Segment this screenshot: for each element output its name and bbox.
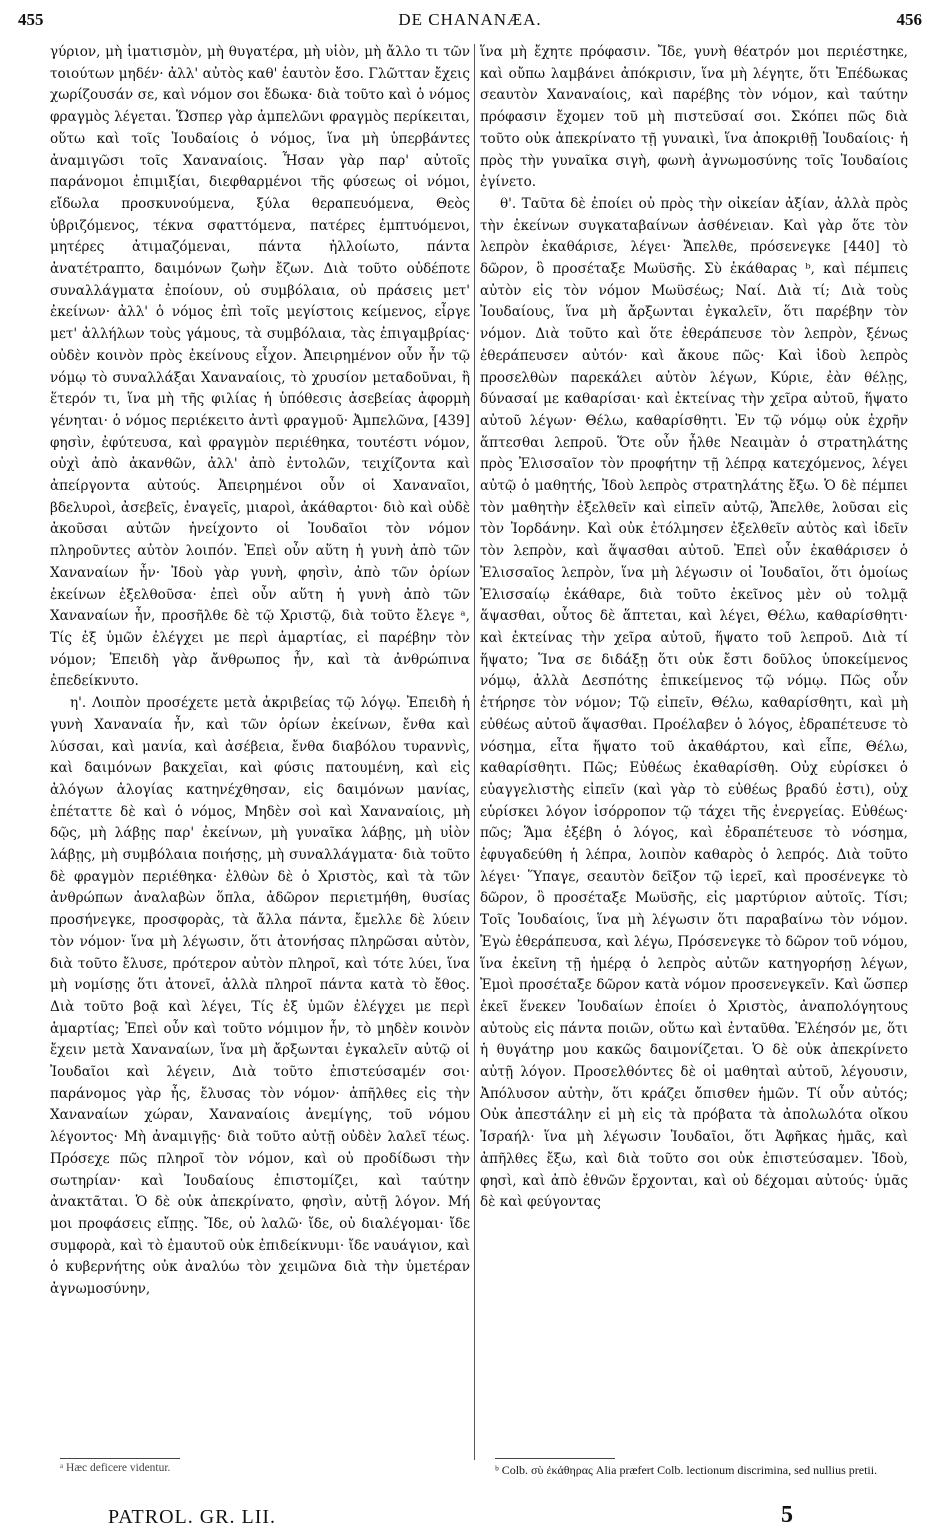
left-column-number: 455: [18, 10, 44, 29]
gathering-signature: 5: [781, 1502, 793, 1528]
right-paragraph-1: ἵνα μὴ ἔχητε πρόφασιν. Ἴδε, γυνὴ θέατρόν μοι περιέστηκε, καὶ οὔπω λαμβάνει ἀπόκρισιν, ἵνα μὴ λέγητε, ὅτι Ἐπέδωκας σεαυτὸν Χαναναίοις, καὶ παρέβης τὸν νόμον, καὶ ταύτην πρόφασιν ἔχομεν τοῦ μὴ πιστεῦσαί σοι. Σκόπει πῶς διὰ τοῦτο οὐκ ἀπεκρίνατο τῇ γυναικὶ, ἵνα ἀποκριθῇ Ἰουδαίοις· ἡ πρὸς τὴν γυναῖκα σιγὴ, φωνὴ ἀγνωμοσύνης τοῖς Ἰουδαίοις ἐγίνετο.: [480, 44, 908, 191]
left-footnote: ᵃ Hæc deficere videntur.: [60, 1462, 171, 1474]
right-column-number: 456: [896, 10, 922, 29]
right-footnote: ᵇ Colb. σὺ ἐκάθηρας Alia præfert Colb. lectionum discrimina, sed nullius pretii.: [495, 1463, 878, 1477]
left-paragraph-1: γύριον, μὴ ἱματισμὸν, μὴ θυγατέρα, μὴ υἱὸν, μὴ ἄλλο τι τῶν τοιούτων μηδέν· ἀλλ' αὐτὸς καθ' ἑαυτὸν ἔσο. Γλῶτταν ἔχεις χωρίζουσάν σε, καὶ νόμον σοι ἔδωκα· διὰ τοῦτο καὶ ὁ νόμος φραγμὸς λέγεται. Ὥσπερ γὰρ ἀμπελῶνι φραγμὸς περίκειται, οὕτω καὶ τοῖς Ἰουδαίοις ὁ νόμος, ἵνα μὴ ὑπερβάντες ἀναμιγῶσι τοῖς Χαναναίοις. Ἦσαν γὰρ παρ' αὐτοῖς παράνομοι ἐπιμιξίαι, διεφθαρμένοι τῆς φύσεως οἱ νόμοι, εἴδωλα προσκυνούμενα, ξύλα θεραπευόμενα, Θεὸς ὑβριζόμενος, τέκνα σφαττόμενα, πατέρες ἐμπτυόμενοι, μητέρες ἀτιμαζόμεναι, πάντα ἠλλοίωτο, πάντα ἀνατέτραπτο, δαιμόνων ζωὴν ἔζων. Διὰ τοῦτο οὐδέποτε συναλλάγματα ἐποίουν, οὐ συμβόλαια, οὐ πράσεις μετ' ἐκείνων· ἀλλ' ὁ νόμος ἐπὶ τοῖς μεγίστοις κείμενος, εἶργε μετ' ἀλλήλων τοὺς γάμους, τὰ συμβόλαια, τὰς ἐπιγαμβρίας· οὐδὲν κοινὸν πρὸς ἐκείνους εἶχον. Ἀπειρημένον οὖν ἦν τῷ νόμῳ τὸ συναλλάξαι Χαναναίοις, τὸ χρυσίον μεταδοῦναι, ἢ ἕτερόν τι, ἵνα μὴ τῆς φιλίας ἡ ὑπόθεσις ἀσεβείας ἀφορμὴ γένηται· ὁ νόμος περιέκειτο ἀντὶ φραγμοῦ· Ἀμπελῶνα, [439] φησὶν, ἐφύτευσα, καὶ φραγμὸν περιέθηκα, τουτέστι νόμον, οὐχὶ ἀπὸ ἀκανθῶν, ἀλλ' ἀπὸ ἐντολῶν, τειχίζοντα καὶ ἀπείργοντα αὐτούς. Ἀπειρημένοι οὖν οἱ Χαναναῖοι, βδελυροὶ, ἀσεβεῖς, ἐναγεῖς, μιαροὶ, ἀκάθαρτοι· διὸ καὶ οὐδὲ ἀκοῦσαι αὐτῶν ἠνείχοντο οἱ Ἰουδαῖοι τὸν νόμον πληροῦντες αὐτὸν λοιπόν. Ἐπεὶ οὖν αὕτη ἡ γυνὴ ἀπὸ τῶν Χαναναίων ἦν· Ἰδοὺ γὰρ γυνὴ, φησὶν, ἀπὸ τῶν ὁρίων ἐκείνων ἐξελθοῦσα· ἐπεὶ οὖν αὕτη ἡ γυνὴ ἀπὸ τῶν Χαναναίων ἦν, προσῆλθε δὲ τῷ Χριστῷ, διὰ τοῦτο ἔλεγε ᵃ, Τίς ἐξ ὑμῶν ἐλέγχει με περὶ ἁμαρτίας, εἰ παρέβην τὸν νόμον; Ἐπειδὴ γὰρ ἄνθρωπος ἦν, καὶ τὰ ἀνθρώπινα ἐπεδείκνυτο.: [50, 44, 470, 690]
left-column: [50, 42, 470, 1452]
left-footnote-rule: [60, 1458, 180, 1459]
running-head: [18, 6, 922, 32]
running-title: DE CHANANÆA.: [398, 10, 542, 29]
column-divider: [474, 44, 475, 1460]
right-paragraph-2: θ'. Ταῦτα δὲ ἐποίει οὐ πρὸς τὴν οἰκείαν ἀξίαν, ἀλλὰ πρὸς τὴν ἐκείνων συγκαταβαίνων ἀσθένειαν. Καὶ γὰρ ὅτε τὸν λεπρὸν ἐκαθάρισε, λέγει· Ἄπελθε, πρόσενεγκε [440] τὸ δῶρον, ὃ προσέταξε Μωϋσῆς. Σὺ ἐκάθαρας ᵇ, καὶ πέμπεις αὐτὸν εἰς τὸν νόμον Μωϋσέως; Ναί. Διὰ τί; Διὰ τοὺς Ἰουδαίους, ἵνα μὴ ἄρξωνται ἐγκαλεῖν, ὅτι παρέβην τὸν νόμον. Διὰ τοῦτο καὶ ὅτε ἐθεράπευσε τὸν λεπρὸν, ξένως ἐθεράπευσεν αὐτόν· καὶ ἄκουε πῶς· Καὶ ἰδοὺ λεπρὸς προσελθὼν παρεκάλει αὐτὸν λέγων, Κύριε, ἐὰν θέλῃς, δύνασαί με καθαρίσαι· καὶ ἐκτείνας τὴν χεῖρα αὐτοῦ, ἥψατο αὐτοῦ λέγων· Θέλω, καθαρίσθητι. Ἐν τῷ νόμῳ οὐκ ἐχρῆν ἅπτεσθαι λεπροῦ. Ὅτε οὖν ἦλθε Νεαιμὰν ὁ στρατηλάτης πρὸς Ἐλισσαῖον τὸν προφήτην τῇ λέπρᾳ κατεχόμενος, λέγει αὐτῷ ὁ μαθητής, Ἰδοὺ λεπρὸς στρατηλάτης ἔξω. Ὁ δὲ πέμπει τὸν μαθητὴν ἐξελθεῖν καὶ εἰπεῖν αὐτῷ, Ἄπελθε, λοῦσαι εἰς τὸν Ἰορδάνην. Καὶ οὐκ ἐτόλμησεν ἐξελθεῖν αὐτὸς καὶ ἰδεῖν τὸν λεπρὸν, καὶ ἅψασθαι αὐτοῦ. Ἐπεὶ οὖν ἐκαθάρισεν ὁ Ἐλισσαῖος λεπρὸν, ἵνα μὴ λέγωσιν οἱ Ἰουδαῖοι, ὅτι ὁμοίως Ἐλισσαίῳ ἐκάθαρε, διὰ τοῦτο ἐκεῖνος μὲν οὐ τολμᾷ ἅψασθαι, οὗτος δὲ ἅπτεται, καὶ λέγει, Θέλω, καθαρίσθητι· καὶ ἐκτείνας τὴν χεῖρα αὐτοῦ, ἥψατο τοῦ λεπροῦ. Διὰ τί ἥψατο; Ἵνα σε διδάξῃ ὅτι οὐκ ἔστι δοῦλος ὑποκείμενος νόμῳ, ἀλλὰ Δεσπότης ἐπικείμενος τῷ νόμῳ. Πῶς οὖν ἐτήρησε τὸν νόμον; Τῷ εἰπεῖν, Θέλω, καθαρίσθητι, καὶ μὴ εὐθέως αὐτοῦ ἅψασθαι. Προέλαβεν ὁ λόγος, ἐδραπέτευσε τὸ νόσημα, εἶτα ἥψατο τοῦ ἀκαθάρτου, καὶ εἶπε, Θέλω, καθαρίσθητι. Πῶς; Εὐθέως ἐκαθαρίσθη. Οὐχ εὑρίσκει ὁ εὐαγγελιστὴς εἰπεῖν (καὶ γὰρ τὸ εὐθέως βραδύ ἐστι), οὐχ εὑρίσκει λόγον ἰσόρροπον τῷ τάχει τῆς ἐνεργείας. Εὐθέως· πῶς; Ἅμα ἐξέβη ὁ λόγος, καὶ ἐδραπέτευσε τὸ νόσημα, ἐφυγαδεύθη ἡ λέπρα, λοιπὸν καθαρὸς ὁ λεπρός. Διὰ τοῦτο λέγει· Ὕπαγε, σεαυτὸν δεῖξον τῷ ἱερεῖ, καὶ προσένεγκε τὸ δῶρον, ὃ προσέταξε Μωϋσῆς, εἰς μαρτύριον αὐτοῖς. Τίσι; Τοῖς Ἰουδαίοις, ἵνα μὴ λέγωσιν ὅτι παραβαίνω τὸν νόμον. Ἐγὼ ἐθεράπευσα, καὶ λέγω, Πρόσενεγκε τὸ δῶρον τοῦ νόμου, ἵνα ἐκεῖνη τῇ ἡμέρᾳ ὁ λεπρὸς αὐτῶν κατηγορήσῃ λέγων, Ἐμοὶ προσέταξε δῶρον κατὰ νόμον προσενεγκεῖν. Καὶ ὥσπερ ἐκεῖ ἕνεκεν Ἰουδαίων ἐποίει ὁ Χριστὸς, ἀναπολόγητους αὐτοὺς εἰς πάντα ποιῶν, οὕτω καὶ ἐνταῦθα. Ἐλέησόν με, ὅτι ἡ θυγάτηρ μου κακῶς δαιμονίζεται. Ὁ δὲ οὐκ ἀπεκρίνετο αὐτῇ λόγον. Προσελθόντες δὲ οἱ μαθηταὶ αὐτοῦ, λέγουσιν, Ἀπόλυσον αὐτὴν, ὅτι κράζει ὄπισθεν ἡμῶν. Τί οὖν αὐτός; Οὐκ ἀπεστάλην εἰ μὴ εἰς τὰ πρόβατα τὰ ἀπολωλότα οἴκου Ἰσραήλ· ἵνα μὴ λέγωσιν Ἰουδαῖοι, ὅτι Ἀφῆκας ἡμᾶς, καὶ ἀπῆλθες ἔξω, καὶ διὰ τοῦτο σοι οὐκ ἐπιστεύσαμεν. Ἰδοὺ, φησὶ, καὶ ἀπὸ ἐθνῶν ἔρχονται, καὶ οὐ δέχομαι αὐτούς· ὑμᾶς δὲ καὶ φεύγοντας: [480, 195, 908, 1211]
right-column: [480, 42, 908, 1452]
left-paragraph-2: η'. Λοιπὸν προσέχετε μετὰ ἀκριβείας τῷ λόγῳ. Ἐπειδὴ ἡ γυνὴ Χαναναία ἦν, καὶ τῶν ὁρίων ἐκείνων, ἔνθα καὶ λύσσαι, καὶ μανία, καὶ ἀσέβεια, ἔνθα διαβόλου τυραννὶς, καὶ δαιμόνων βακχεῖαι, καὶ φύσις πατουμένη, καὶ εἰς ἀλόγων ἀλογίας κατηνέχθησαν, εἰς δαιμόνων μανίας, ἐπέταττε δὲ καὶ ὁ νόμος, Μηδὲν σοὶ καὶ Χαναναίοις, μὴ δῷς, μὴ λάβῃς παρ' ἐκείνων, μὴ γυναῖκα λάβῃς, μὴ υἱὸν λάβῃς, μὴ συμβόλαια ποιήσῃς, μὴ συναλλάγματα· διὰ τοῦτο δὲ φραγμὸν περιέθηκα· ἐλθὼν δὲ ὁ Χριστὸς, καὶ τὰ τῶν ἀνθρώπων ἀναλαβὼν ὅπλα, ἀδῶρον περιετμήθη, θυσίας προσήνεγκε, προσφορὰς, τὰ ἄλλα πάντα, ἔμελλε δὲ λύειν τὸν νόμον· ἵνα μὴ λέγωσιν, ὅτι ἀτονήσας πληρῶσαι αὐτὸν, διὰ τοῦτο ἔλυσε, πρότερον αὐτὸν πληροῖ, καὶ τότε λύει, ἵνα μὴ νομίσῃς ὅτι ἀτονεῖ, ἀλλὰ πληροῖ πάντα κατὰ τὸ ἔθος. Διὰ τοῦτο βοᾷ καὶ λέγει, Τίς ἐξ ὑμῶν ἐλέγχει με περὶ ἁμαρτίας; Ἐπεὶ οὖν καὶ τοῦτο νόμιμον ἦν, τὸ μηδὲν κοινὸν ἔχειν μετὰ Χαναναίων, ἵνα μὴ ἄρξωνται ἐγκαλεῖν αὐτῷ οἱ Ἰουδαῖοι καὶ λέγειν, Διὰ τοῦτο ἐπιστεύσαμέν σοι· παράνομος γὰρ ἦς, ἔλυσας τὸν νόμον· ἀπῆλθες εἰς τὴν Χαναναίων χώραν, Χαναναίοις ἀνεμίγης, τοῦ νόμου λέγοντος· Μὴ ἀναμιγῇς· διὰ τοῦτο αὐτῇ οὐδὲν λαλεῖ τέως. Πρόσεχε πῶς πληροῖ τὸν νόμον, καὶ οὐ προδίδωσι τὴν σωτηρίαν· καὶ Ἰουδαίους ἐπιστομίζει, καὶ ταύτην ἀνακτᾶται. Ὁ δὲ οὐκ ἀπεκρίνατο, φησὶν, αὐτῇ λόγον. Μή μοι προφάσεις εἴπῃς. Ἴδε, οὐ λαλῶ· ἴδε, οὐ διαλέγομαι· ἴδε συμφορὰ, καὶ τὸ ἐμαυτοῦ οὐκ ἐπιδείκνυμι· ἴδε ναυάγιον, καὶ ὁ κυβερνήτης οὐκ ἀναλύω τὸν χειμῶνα διὰ τὴν ὑμετέραν ἀγνωμοσύνην,: [50, 695, 470, 1298]
series-signature: PATROL. GR. LII.: [108, 1506, 277, 1528]
right-footnote-rule: [495, 1458, 615, 1459]
